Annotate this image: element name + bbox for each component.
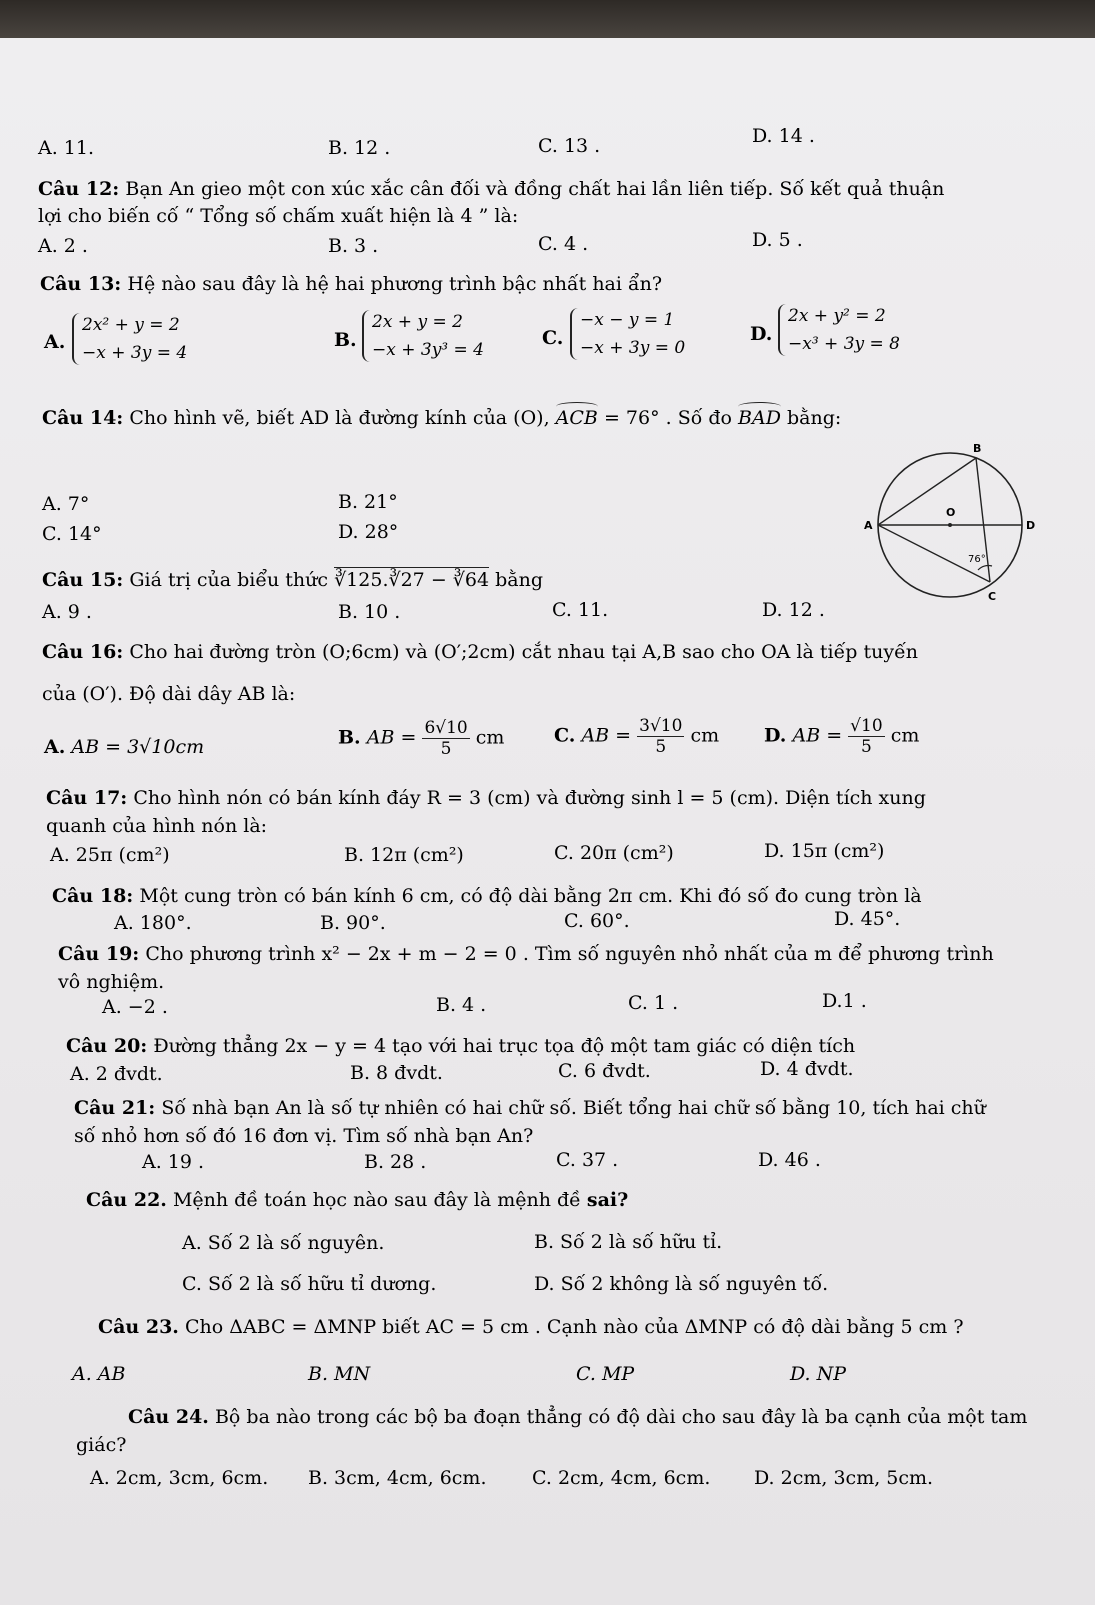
q15-expression: ∛125.∛27 − ∛64 [334, 569, 490, 591]
q16-d-num: √10 [850, 716, 883, 736]
q16-option-b [338, 718, 504, 759]
q16-b-fraction [422, 718, 469, 759]
q16-c-pre: AB = [581, 724, 632, 747]
q16-option-c [554, 716, 719, 757]
q14-option-a: A. 7° [42, 493, 90, 515]
q24-line1 [128, 1405, 1027, 1429]
q13-text: Hệ nào sau đây là hệ hai phương trình bậc nhất hai ẩn? [127, 273, 663, 295]
q23-label: Câu 23. [98, 1316, 179, 1338]
q22-question [86, 1188, 628, 1212]
q24-label: Câu 24. [128, 1406, 209, 1428]
q17-option-c: C. 20π (cm²) [554, 842, 674, 864]
q18-option-d: D. 45°. [834, 908, 901, 930]
q24-option-c: C. 2cm, 4cm, 6cm. [532, 1467, 711, 1489]
q15-option-c: C. 11. [552, 599, 609, 621]
q16-line1 [42, 640, 918, 664]
q23-option-d: D. NP [790, 1363, 847, 1385]
q16-d-unit: cm [890, 724, 920, 747]
q16-b-num: 6√10 [424, 718, 468, 738]
q20-option-b: B. 8 đvdt. [350, 1062, 443, 1084]
q18-label: Câu 18: [52, 885, 134, 907]
q12-text1: Bạn An gieo một con xúc xắc cân đối và đồng chất hai lần liên tiếp. Số kết quả thuận [125, 178, 945, 200]
q12-option-c: C. 4 . [538, 233, 589, 255]
q17-label: Câu 17: [46, 787, 128, 809]
q16-option-a [44, 735, 204, 759]
q23-option-b: B. MN [308, 1363, 371, 1385]
q15-option-d: D. 12 . [762, 599, 825, 621]
q14-option-c: C. 14° [42, 523, 102, 545]
q16-c-label: C. [554, 724, 576, 747]
q16-d-den: 5 [860, 737, 872, 757]
q19-option-a: A. −2 . [102, 996, 168, 1018]
q18-question [52, 884, 922, 908]
q14-text-pre: Cho hình vẽ, biết AD là đường kính của (O), [129, 407, 550, 429]
q16-line2: của (O′). Độ dài dây AB là: [42, 683, 296, 705]
q15-text-post: bằng [495, 569, 543, 591]
q22-option-c: C. Số 2 là số hữu tỉ dương. [182, 1273, 437, 1295]
q13-a-eq1: 2x² + y = 2 [82, 315, 180, 335]
q12-option-b: B. 3 . [328, 235, 379, 257]
q11-option-b: B. 12 . [328, 137, 391, 159]
q16-label: Câu 16: [42, 641, 124, 663]
q22-option-a: A. Số 2 là số nguyên. [182, 1232, 385, 1254]
q24-option-d: D. 2cm, 3cm, 5cm. [754, 1467, 934, 1489]
q21-option-a: A. 19 . [142, 1151, 205, 1173]
q12-label: Câu 12: [38, 178, 120, 200]
q18-option-c: C. 60°. [564, 910, 630, 932]
q13-system-d [778, 304, 938, 360]
q20-question [66, 1034, 855, 1058]
q17-text1: Cho hình nón có bán kính đáy R = 3 (cm) và đường sinh l = 5 (cm). Diện tích xung [133, 787, 926, 809]
q21-line2: số nhỏ hơn số đó 16 đơn vị. Tìm số nhà bạn An? [74, 1125, 534, 1147]
q18-text: Một cung tròn có bán kính 6 cm, có độ dài bằng 2π cm. Khi đó số đo cung tròn là [139, 885, 922, 907]
q14-question [42, 406, 841, 430]
q13-c-eq2: −x + 3y = 0 [580, 338, 686, 358]
q18-option-a: A. 180°. [114, 912, 192, 934]
q21-line1 [74, 1096, 986, 1120]
q14-text-mid: = 76° . Số đo [603, 407, 732, 429]
q15-text-pre: Giá trị của biểu thức [129, 569, 329, 591]
label-o: O [946, 506, 956, 519]
q13-label: Câu 13: [40, 273, 122, 295]
q14-label: Câu 14: [42, 407, 124, 429]
q21-option-d: D. 46 . [758, 1149, 821, 1171]
q14-circle-figure [860, 440, 1040, 610]
q23-option-a: A. AB [72, 1363, 126, 1385]
q19-label: Câu 19: [58, 943, 140, 965]
q18-option-b: B. 90°. [320, 912, 386, 934]
desk-background [0, 0, 1095, 40]
label-angle: 76° [968, 554, 986, 565]
q22-option-b: B. Số 2 là số hữu tỉ. [534, 1231, 723, 1253]
q15-label: Câu 15: [42, 569, 124, 591]
q17-line2: quanh của hình nón là: [46, 815, 268, 837]
q23-option-c: C. MP [576, 1363, 635, 1385]
q11-option-d: D. 14 . [752, 125, 815, 147]
label-a: A [864, 519, 873, 532]
q12-option-a: A. 2 . [38, 235, 88, 257]
q20-text: Đường thẳng 2x − y = 4 tạo với hai trục tọa độ một tam giác có diện tích [153, 1035, 856, 1057]
q15-option-a: A. 9 . [42, 601, 92, 623]
q14-text-post: bằng: [787, 407, 842, 429]
q20-option-c: C. 6 đvdt. [558, 1060, 651, 1082]
label-d: D [1026, 519, 1036, 532]
q13-c-label: C. [542, 327, 564, 349]
q21-option-c: C. 37 . [556, 1149, 619, 1171]
q13-d-eq1: 2x + y² = 2 [788, 306, 886, 326]
q11-option-a: A. 11. [38, 137, 95, 159]
q20-option-a: A. 2 đvdt. [70, 1063, 163, 1085]
q20-option-d: D. 4 đvdt. [760, 1058, 854, 1080]
q11-option-c: C. 13 . [538, 135, 601, 157]
q14-arc-bad: BAD [738, 407, 781, 429]
q16-d-fraction [848, 716, 884, 757]
q15-question [42, 568, 543, 592]
q21-option-b: B. 28 . [364, 1151, 427, 1173]
q24-option-a: A. 2cm, 3cm, 6cm. [90, 1467, 269, 1489]
q17-line1 [46, 786, 926, 810]
q16-a-label: A. [44, 736, 66, 758]
q16-d-label: D. [764, 724, 787, 747]
q21-label: Câu 21: [74, 1097, 156, 1119]
q16-c-den: 5 [655, 737, 667, 757]
q16-c-num: 3√10 [639, 716, 683, 736]
q16-d-pre: AB = [792, 724, 843, 747]
q16-text1: Cho hai đường tròn (O;6cm) và (O′;2cm) cắt nhau tại A,B sao cho OA là tiếp tuyến [129, 641, 919, 663]
q13-b-eq2: −x + 3y³ = 4 [372, 340, 484, 360]
q14-arc-acb: ACB [555, 407, 598, 429]
label-c: C [988, 590, 997, 603]
q17-option-a: A. 25π (cm²) [50, 844, 170, 866]
q16-c-unit: cm [690, 724, 720, 747]
q19-line1 [58, 942, 994, 966]
q16-c-fraction [637, 716, 684, 757]
center-o-dot [948, 523, 952, 527]
q16-b-unit: cm [475, 726, 505, 749]
q13-d-label: D. [750, 323, 773, 345]
q22-text: Mệnh đề toán học nào sau đây là mệnh đề [172, 1189, 581, 1211]
q12-option-d: D. 5 . [752, 229, 803, 251]
q13-question [40, 272, 662, 296]
q13-b-eq1: 2x + y = 2 [372, 312, 463, 332]
q14-option-d: D. 28° [338, 521, 399, 543]
q12-line1 [38, 177, 944, 201]
q17-option-d: D. 15π (cm²) [764, 840, 885, 862]
q13-a-eq2: −x + 3y = 4 [82, 343, 188, 363]
q13-system-b [362, 310, 522, 366]
chord-ab [878, 458, 976, 525]
q13-a-label: A. [44, 331, 66, 353]
q24-text1: Bộ ba nào trong các bộ ba đoạn thẳng có độ dài cho sau đây là ba cạnh của một tam [214, 1406, 1028, 1428]
q24-option-b: B. 3cm, 4cm, 6cm. [308, 1467, 487, 1489]
q13-c-eq1: −x − y = 1 [580, 310, 675, 330]
q12-line2: lợi cho biến cố “ Tổng số chấm xuất hiện là 4 ” là: [38, 205, 519, 227]
q16-b-pre: AB = [366, 726, 417, 749]
angle-arc [978, 565, 992, 570]
q19-option-c: C. 1 . [628, 992, 679, 1014]
q13-b-label: B. [334, 329, 357, 351]
q19-option-b: B. 4 . [436, 994, 487, 1016]
q15-option-b: B. 10 . [338, 601, 401, 623]
q23-text: Cho ΔABC = ΔMNP biết AC = 5 cm . Cạnh nào của ΔMNP có độ dài bằng 5 cm ? [184, 1316, 964, 1338]
q19-text1: Cho phương trình x² − 2x + m − 2 = 0 . Tìm số nguyên nhỏ nhất của m để phương trình [145, 943, 994, 965]
q19-option-d: D.1 . [822, 990, 867, 1012]
q21-text1: Số nhà bạn An là số tự nhiên có hai chữ số. Biết tổng hai chữ số bằng 10, tích hai chữ [161, 1097, 986, 1119]
q16-b-den: 5 [440, 739, 452, 759]
q13-system-a [72, 313, 252, 369]
q13-system-c [570, 308, 720, 364]
q22-text-bold: sai? [586, 1189, 629, 1211]
label-b: B [973, 442, 982, 455]
q24-line2: giác? [76, 1434, 127, 1456]
q16-a-value: AB = 3√10cm [71, 736, 205, 758]
q20-label: Câu 20: [66, 1035, 148, 1057]
q22-label: Câu 22. [86, 1189, 167, 1211]
q14-option-b: B. 21° [338, 491, 398, 513]
q23-question [98, 1315, 964, 1339]
q22-option-d: D. Số 2 không là số nguyên tố. [534, 1273, 829, 1295]
q19-line2: vô nghiệm. [58, 971, 165, 993]
q16-b-label: B. [338, 726, 361, 749]
q17-option-b: B. 12π (cm²) [344, 844, 464, 866]
q16-option-d [764, 716, 919, 757]
q13-d-eq2: −x³ + 3y = 8 [788, 334, 900, 354]
